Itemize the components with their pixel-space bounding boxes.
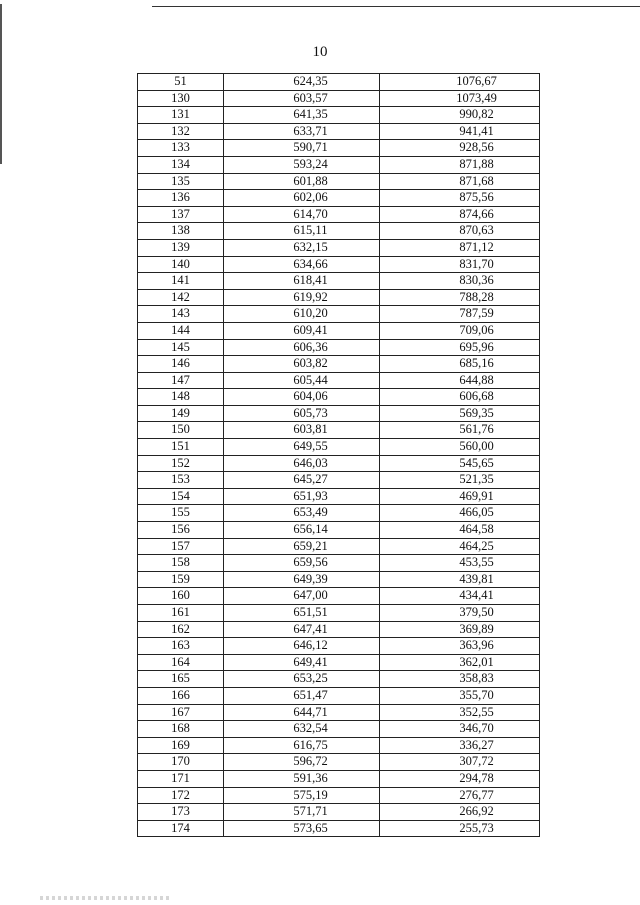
value-b-cell: 831,70 <box>380 256 540 273</box>
value-b-cell: 379,50 <box>380 605 540 622</box>
table-row <box>138 140 540 157</box>
row-index-cell: 138 <box>138 223 224 240</box>
value-b-cell: 439,81 <box>380 571 540 588</box>
table-row <box>138 156 540 173</box>
value-a-cell: 610,20 <box>224 306 380 323</box>
value-b-cell: 294,78 <box>380 770 540 787</box>
value-b-cell: 255,73 <box>380 820 540 837</box>
table-body <box>138 74 540 837</box>
value-a-cell: 573,65 <box>224 820 380 837</box>
table-row <box>138 804 540 821</box>
scan-artifact <box>40 896 170 900</box>
row-index-cell: 136 <box>138 190 224 207</box>
value-b-cell: 358,83 <box>380 671 540 688</box>
value-b-cell: 870,63 <box>380 223 540 240</box>
value-a-cell: 575,19 <box>224 787 380 804</box>
value-a-cell: 633,71 <box>224 123 380 140</box>
table-row <box>138 654 540 671</box>
value-a-cell: 615,11 <box>224 223 380 240</box>
value-a-cell: 659,21 <box>224 538 380 555</box>
value-b-cell: 336,27 <box>380 737 540 754</box>
value-a-cell: 609,41 <box>224 322 380 339</box>
row-index-cell: 149 <box>138 405 224 422</box>
value-b-cell: 346,70 <box>380 721 540 738</box>
row-index-cell: 157 <box>138 538 224 555</box>
value-a-cell: 656,14 <box>224 522 380 539</box>
row-index-cell: 132 <box>138 123 224 140</box>
row-index-cell: 146 <box>138 356 224 373</box>
value-b-cell: 1076,67 <box>380 74 540 91</box>
value-a-cell: 649,55 <box>224 439 380 456</box>
row-index-cell: 151 <box>138 439 224 456</box>
row-index-cell: 170 <box>138 754 224 771</box>
value-a-cell: 624,35 <box>224 74 380 91</box>
row-index-cell: 155 <box>138 505 224 522</box>
table-row <box>138 787 540 804</box>
value-a-cell: 645,27 <box>224 472 380 489</box>
table-row <box>138 123 540 140</box>
row-index-cell: 143 <box>138 306 224 323</box>
row-index-cell: 130 <box>138 90 224 107</box>
row-index-cell: 174 <box>138 820 224 837</box>
top-rule <box>152 6 640 7</box>
row-index-cell: 137 <box>138 206 224 223</box>
row-index-cell: 51 <box>138 74 224 91</box>
value-b-cell: 941,41 <box>380 123 540 140</box>
scan-left-edge <box>0 4 2 164</box>
value-a-cell: 647,41 <box>224 621 380 638</box>
value-b-cell: 606,68 <box>380 389 540 406</box>
table-row <box>138 737 540 754</box>
row-index-cell: 144 <box>138 322 224 339</box>
table-row <box>138 322 540 339</box>
table-row <box>138 306 540 323</box>
value-b-cell: 787,59 <box>380 306 540 323</box>
row-index-cell: 141 <box>138 273 224 290</box>
value-a-cell: 590,71 <box>224 140 380 157</box>
value-b-cell: 464,58 <box>380 522 540 539</box>
row-index-cell: 173 <box>138 804 224 821</box>
value-b-cell: 464,25 <box>380 538 540 555</box>
value-a-cell: 634,66 <box>224 256 380 273</box>
row-index-cell: 169 <box>138 737 224 754</box>
value-a-cell: 649,39 <box>224 571 380 588</box>
table-row <box>138 273 540 290</box>
row-index-cell: 167 <box>138 704 224 721</box>
row-index-cell: 152 <box>138 455 224 472</box>
table-row <box>138 704 540 721</box>
value-a-cell: 604,06 <box>224 389 380 406</box>
value-a-cell: 644,71 <box>224 704 380 721</box>
table-row <box>138 588 540 605</box>
value-b-cell: 266,92 <box>380 804 540 821</box>
value-a-cell: 603,81 <box>224 422 380 439</box>
value-b-cell: 363,96 <box>380 638 540 655</box>
value-a-cell: 618,41 <box>224 273 380 290</box>
table-row <box>138 405 540 422</box>
value-b-cell: 990,82 <box>380 107 540 124</box>
table-row <box>138 256 540 273</box>
table-row <box>138 173 540 190</box>
row-index-cell: 139 <box>138 239 224 256</box>
value-b-cell: 352,55 <box>380 704 540 721</box>
table-row <box>138 687 540 704</box>
row-index-cell: 158 <box>138 555 224 572</box>
row-index-cell: 140 <box>138 256 224 273</box>
value-a-cell: 606,36 <box>224 339 380 356</box>
table-row <box>138 555 540 572</box>
value-a-cell: 646,12 <box>224 638 380 655</box>
table-row <box>138 621 540 638</box>
value-a-cell: 601,88 <box>224 173 380 190</box>
value-b-cell: 871,68 <box>380 173 540 190</box>
value-b-cell: 307,72 <box>380 754 540 771</box>
value-a-cell: 619,92 <box>224 289 380 306</box>
value-a-cell: 641,35 <box>224 107 380 124</box>
value-b-cell: 788,28 <box>380 289 540 306</box>
value-a-cell: 632,15 <box>224 239 380 256</box>
page-number: 10 <box>312 44 328 60</box>
value-b-cell: 928,56 <box>380 140 540 157</box>
row-index-cell: 163 <box>138 638 224 655</box>
table-row <box>138 770 540 787</box>
row-index-cell: 145 <box>138 339 224 356</box>
value-b-cell: 434,41 <box>380 588 540 605</box>
value-a-cell: 632,54 <box>224 721 380 738</box>
row-index-cell: 168 <box>138 721 224 738</box>
value-a-cell: 603,57 <box>224 90 380 107</box>
table-row <box>138 389 540 406</box>
row-index-cell: 164 <box>138 654 224 671</box>
row-index-cell: 142 <box>138 289 224 306</box>
value-b-cell: 685,16 <box>380 356 540 373</box>
data-table <box>137 73 540 837</box>
table-row <box>138 522 540 539</box>
value-b-cell: 453,55 <box>380 555 540 572</box>
table-row <box>138 223 540 240</box>
table-row <box>138 820 540 837</box>
value-b-cell: 560,00 <box>380 439 540 456</box>
value-a-cell: 603,82 <box>224 356 380 373</box>
table-row <box>138 190 540 207</box>
row-index-cell: 171 <box>138 770 224 787</box>
value-b-cell: 695,96 <box>380 339 540 356</box>
table-row <box>138 721 540 738</box>
value-a-cell: 596,72 <box>224 754 380 771</box>
table-row <box>138 505 540 522</box>
value-a-cell: 614,70 <box>224 206 380 223</box>
value-b-cell: 545,65 <box>380 455 540 472</box>
row-index-cell: 150 <box>138 422 224 439</box>
value-a-cell: 659,56 <box>224 555 380 572</box>
value-b-cell: 469,91 <box>380 488 540 505</box>
value-a-cell: 593,24 <box>224 156 380 173</box>
table-row <box>138 289 540 306</box>
row-index-cell: 153 <box>138 472 224 489</box>
table-row <box>138 439 540 456</box>
row-index-cell: 166 <box>138 687 224 704</box>
value-a-cell: 571,71 <box>224 804 380 821</box>
value-b-cell: 709,06 <box>380 322 540 339</box>
value-b-cell: 871,12 <box>380 239 540 256</box>
value-a-cell: 646,03 <box>224 455 380 472</box>
row-index-cell: 161 <box>138 605 224 622</box>
value-b-cell: 521,35 <box>380 472 540 489</box>
row-index-cell: 147 <box>138 372 224 389</box>
value-a-cell: 649,41 <box>224 654 380 671</box>
value-b-cell: 561,76 <box>380 422 540 439</box>
row-index-cell: 172 <box>138 787 224 804</box>
value-b-cell: 871,88 <box>380 156 540 173</box>
table-row <box>138 206 540 223</box>
value-a-cell: 647,00 <box>224 588 380 605</box>
value-a-cell: 651,93 <box>224 488 380 505</box>
row-index-cell: 134 <box>138 156 224 173</box>
row-index-cell: 135 <box>138 173 224 190</box>
table-row <box>138 356 540 373</box>
row-index-cell: 154 <box>138 488 224 505</box>
row-index-cell: 160 <box>138 588 224 605</box>
table-row <box>138 472 540 489</box>
value-a-cell: 653,49 <box>224 505 380 522</box>
value-b-cell: 1073,49 <box>380 90 540 107</box>
value-b-cell: 874,66 <box>380 206 540 223</box>
table-row <box>138 239 540 256</box>
value-a-cell: 605,44 <box>224 372 380 389</box>
table-row <box>138 339 540 356</box>
row-index-cell: 165 <box>138 671 224 688</box>
table-row <box>138 671 540 688</box>
row-index-cell: 148 <box>138 389 224 406</box>
value-a-cell: 616,75 <box>224 737 380 754</box>
table-row <box>138 90 540 107</box>
value-b-cell: 276,77 <box>380 787 540 804</box>
value-b-cell: 369,89 <box>380 621 540 638</box>
row-index-cell: 162 <box>138 621 224 638</box>
row-index-cell: 159 <box>138 571 224 588</box>
table-row <box>138 107 540 124</box>
table-row <box>138 605 540 622</box>
table-row <box>138 571 540 588</box>
value-a-cell: 651,51 <box>224 605 380 622</box>
table-row <box>138 488 540 505</box>
value-b-cell: 466,05 <box>380 505 540 522</box>
value-b-cell: 644,88 <box>380 372 540 389</box>
value-a-cell: 605,73 <box>224 405 380 422</box>
table-row <box>138 455 540 472</box>
table-row <box>138 754 540 771</box>
value-a-cell: 651,47 <box>224 687 380 704</box>
value-b-cell: 362,01 <box>380 654 540 671</box>
value-a-cell: 653,25 <box>224 671 380 688</box>
table-row <box>138 638 540 655</box>
value-b-cell: 569,35 <box>380 405 540 422</box>
row-index-cell: 133 <box>138 140 224 157</box>
table-row <box>138 372 540 389</box>
value-a-cell: 591,36 <box>224 770 380 787</box>
value-b-cell: 875,56 <box>380 190 540 207</box>
value-b-cell: 830,36 <box>380 273 540 290</box>
value-b-cell: 355,70 <box>380 687 540 704</box>
table-row <box>138 538 540 555</box>
row-index-cell: 156 <box>138 522 224 539</box>
value-a-cell: 602,06 <box>224 190 380 207</box>
row-index-cell: 131 <box>138 107 224 124</box>
table-row <box>138 422 540 439</box>
table-row <box>138 74 540 91</box>
